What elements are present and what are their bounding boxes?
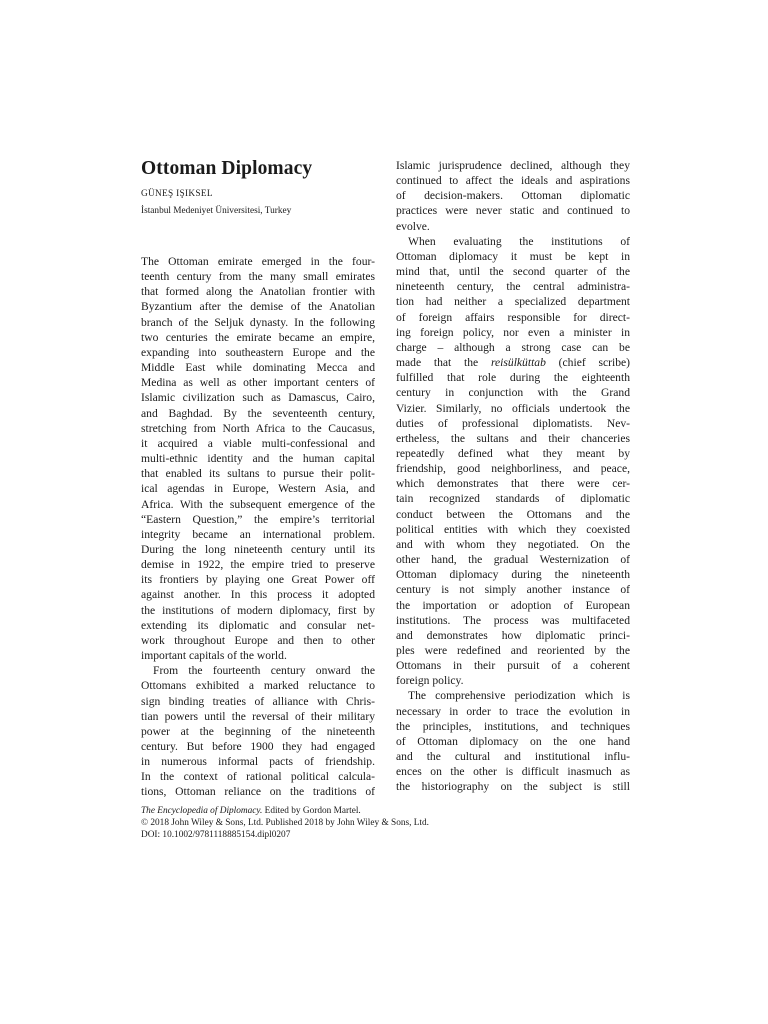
text-line: tions, Ottoman reliance on the traditions of (141, 785, 375, 799)
text-line: branch of the Seljuk dynasty. In the following (141, 315, 375, 329)
text-line: duties of professional diplomatists. Nev- (396, 416, 630, 430)
text-line: and Baghdad. By the seventeenth century, (141, 406, 375, 420)
text-line: The Ottoman emirate emerged in the four- (141, 255, 375, 268)
text-line: other hand, the gradual Westernization of (396, 553, 630, 567)
text-line: ical agendas in Europe, Western Asia, and (141, 482, 375, 496)
text-line: century in conjunction with the Grand (396, 386, 630, 400)
paragraph-lines-b (396, 370, 630, 688)
text-line: political entities with which they coexisted (396, 522, 630, 536)
text-line: and the cultural and institutional influ- (396, 750, 630, 764)
text-line: century. But before 1900 they had engaged (141, 740, 375, 753)
text-line: the historiography on the subject is still (396, 780, 630, 794)
text-line: friendship, good neighborliness, and peace, (396, 462, 630, 476)
text-line: Vizier. Similarly, no officials undertook the (396, 401, 630, 415)
paragraph (141, 254, 375, 663)
right-column (396, 158, 630, 795)
text-line: fulfilled that role during the eighteenth (396, 371, 630, 385)
paragraph (396, 158, 630, 234)
text-line: multi-ethnic identity and the human capital (141, 452, 375, 466)
term-reisulkuttab: reisülküttab (490, 356, 546, 370)
copyright-line: © 2018 John Wiley & Sons, Ltd. Published 2018 by John Wiley & Sons, Ltd. (141, 818, 429, 829)
text-line: institutions. The process was multifaceted (396, 613, 630, 627)
text-line: extending its diplomatic and consular net- (141, 618, 375, 632)
text-line: it acquired a viable multi-confessional and (141, 436, 375, 450)
text-line: of decision-makers. Ottoman diplomatic (396, 189, 630, 203)
doi-line: DOI: 10.1002/9781118885154.dipl0207 (141, 830, 291, 841)
text-line: continued to affect the ideals and aspirations (396, 174, 630, 188)
text-line: its frontiers by playing one Great Power off (141, 573, 375, 587)
text-line: that enabled its sultans to pursue their polit- (141, 467, 375, 481)
text-line: ples were redefined and reoriented by the (396, 644, 630, 657)
text-line: tian powers until the reversal of their military (141, 709, 375, 723)
text-line: ing foreign policy, nor even a minister in (396, 325, 630, 339)
text-line: teenth century from the many small emirates (141, 270, 375, 284)
text-line: power at the beginning of the nineteenth (141, 724, 375, 738)
text-line: which demonstrates that there were cer- (396, 477, 630, 491)
text-line: repeatedly defined what they meant by (396, 446, 630, 460)
author-name: GÜNEŞ IŞIKSEL (141, 189, 213, 199)
text-line: mind that, until the second quarter of the (396, 265, 630, 279)
left-body-text (141, 254, 375, 800)
text-line: Ottomans in their pursuit of a coherent (396, 659, 630, 673)
text-line: From the fourteenth century onward the (153, 664, 375, 678)
left-column (141, 157, 375, 800)
text-line: made that the reisülküttab (chief scribe) (396, 356, 630, 370)
source-editor: Edited by Gordon Martel. (262, 806, 361, 816)
text-line: nineteenth century, the central administra- (396, 280, 630, 294)
text-line: ences on the other is difficult inasmuch as (396, 765, 630, 779)
text-line: During the long nineteenth century until its (141, 542, 375, 556)
text-line: that formed along the Anatolian frontier with (141, 285, 375, 299)
text-line: two centuries the emirate became an empire, (141, 330, 375, 344)
text-line: tion had neither a specialized department (396, 295, 630, 309)
text-line: evolve. (396, 219, 430, 233)
text-line: the principles, institutions, and techniques (396, 719, 630, 733)
text-line: expanding into southeastern Europe and the (141, 345, 375, 359)
text-line: In the context of rational political calcula- (141, 770, 375, 784)
paragraph (396, 234, 630, 689)
text-line: ertheless, the sultans and their chanceries (396, 431, 630, 445)
footer-citation (141, 805, 621, 842)
text-line: charge – although a strong case can be (396, 340, 630, 354)
text-line: Medina as well as other important centers of (141, 376, 375, 390)
text-line: century is not simply another instance of (396, 583, 630, 597)
text-line: Ottoman diplomacy during the nineteenth (396, 568, 630, 582)
text-line: Islamic jurisprudence declined, although they (396, 159, 630, 172)
paragraph (141, 663, 375, 799)
text-line: and with whom they negotiated. On the (396, 537, 630, 551)
text-line: important capitals of the world. (141, 649, 287, 663)
text-line: of foreign affairs responsible for direct- (396, 310, 630, 324)
text-line: When evaluating the institutions of (408, 234, 630, 248)
text-line: Byzantium after the demise of the Anatolian (141, 300, 375, 314)
text-line: Islamic civilization such as Damascus, Cairo, (141, 391, 375, 405)
text-line: practices were never static and continued to (396, 204, 630, 218)
paragraph-lines-a (396, 234, 630, 355)
article-title: Ottoman Diplomacy (141, 158, 313, 179)
text-line: against another. In this process it adopted (141, 588, 375, 602)
right-body-text (396, 158, 630, 795)
text-line: demise in 1922, the empire tried to preserve (141, 558, 375, 572)
source-title: The Encyclopedia of Diplomacy. (141, 806, 263, 816)
text-line: the importation or adoption of European (396, 598, 630, 612)
text-line: Ottoman diplomacy it must be kept in (396, 249, 630, 263)
text-line: sign binding treaties of alliance with Chris- (141, 694, 375, 708)
author-affiliation: İstanbul Medeniyet Üniversitesi, Turkey (141, 206, 292, 216)
text-line: foreign policy. (396, 674, 464, 688)
text-line: and demonstrates how diplomatic princi- (396, 628, 630, 642)
text-line: “Eastern Question,” the empire’s territorial (141, 512, 375, 526)
text-line: The comprehensive periodization which is (408, 689, 630, 703)
text-line: the institutions of modern diplomacy, first by (141, 603, 375, 617)
text-line: Ottomans exhibited a marked reluctance to (141, 679, 375, 693)
text-line: in numerous informal pacts of friendship. (141, 755, 375, 769)
text-line: Africa. With the subsequent emergence of the (141, 497, 375, 511)
text-line: conduct between the Ottomans and the (396, 507, 630, 521)
source-line (141, 805, 621, 817)
text-line: work throughout Europe and then to other (141, 633, 375, 647)
text-line: tain recognized standards of diplomatic (396, 492, 630, 506)
text-line: integrity became an international problem. (141, 527, 375, 541)
paragraph (396, 688, 630, 794)
text-line: Middle East while dominating Mecca and (141, 361, 375, 375)
text-line: stretching from North Africa to the Caucasus, (141, 421, 375, 435)
text-line: necessary in order to trace the evolution in (396, 704, 630, 718)
text-line: of Ottoman diplomacy on the one hand (396, 734, 630, 748)
